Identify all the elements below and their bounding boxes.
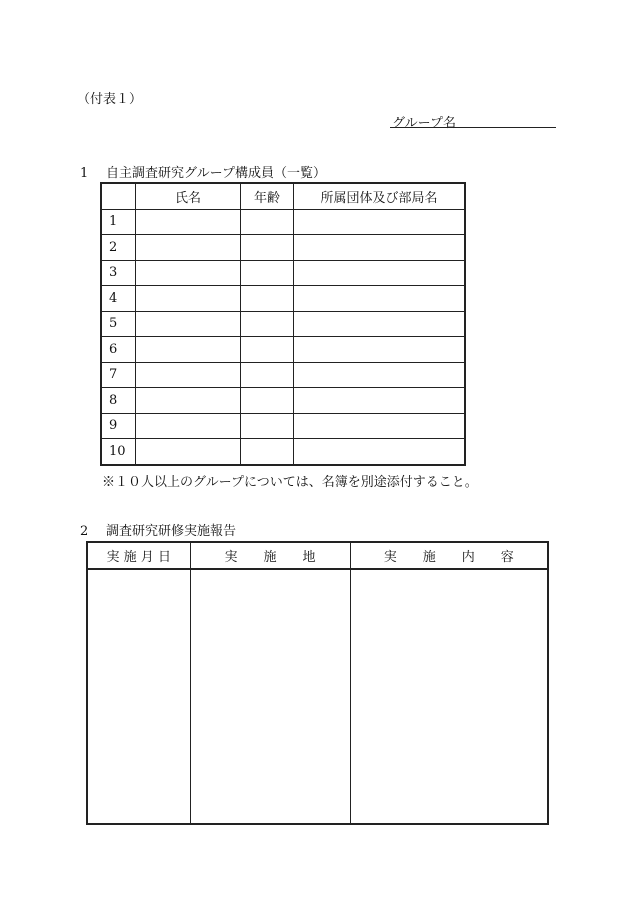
member-row [101,209,465,235]
member-age-cell[interactable] [241,413,294,439]
member-row [101,388,465,414]
member-name-cell[interactable] [136,337,241,363]
member-affiliation-cell[interactable] [294,362,466,388]
members-note: ※１０人以上のグループについては、名簿を別途添付すること。 [102,475,478,490]
member-row-number: 8 [101,388,136,414]
member-affiliation-cell[interactable] [294,413,466,439]
content-cell[interactable] [350,569,548,824]
member-age-cell[interactable] [241,311,294,337]
section2-title: 調査研究研修実施報告 [106,524,237,539]
member-affiliation-cell[interactable] [294,235,466,261]
section1-title: 自主調査研究グループ構成員（一覧） [106,166,326,181]
attachment-label: （付表１） [77,92,143,107]
member-row [101,439,465,465]
member-age-cell[interactable] [241,286,294,312]
member-affiliation-cell[interactable] [294,439,466,465]
member-name-cell[interactable] [136,286,241,312]
member-row-number: 7 [101,362,136,388]
member-name-cell[interactable] [136,235,241,261]
members-table [100,182,466,466]
header-location: 実 施 地 [190,542,350,569]
members-header-row [101,183,465,209]
location-cell[interactable] [190,569,350,824]
member-name-cell[interactable] [136,362,241,388]
member-row-number: 6 [101,337,136,363]
member-age-cell[interactable] [241,388,294,414]
header-date: 実 施 月 日 [87,542,190,569]
member-row [101,260,465,286]
member-age-cell[interactable] [241,209,294,235]
member-name-cell[interactable] [136,439,241,465]
member-row [101,286,465,312]
member-row [101,337,465,363]
member-name-cell[interactable] [136,413,241,439]
section2-heading [80,520,236,539]
report-header-row [87,542,548,569]
member-row [101,362,465,388]
member-row [101,311,465,337]
member-age-cell[interactable] [241,439,294,465]
member-age-cell[interactable] [241,337,294,363]
header-content: 実 施 内 容 [350,542,548,569]
member-age-cell[interactable] [241,235,294,261]
section1-heading [80,162,326,181]
member-row-number: 5 [101,311,136,337]
member-affiliation-cell[interactable] [294,286,466,312]
header-name: 氏名 [136,183,241,209]
member-name-cell[interactable] [136,260,241,286]
member-affiliation-cell[interactable] [294,337,466,363]
date-cell[interactable] [87,569,190,824]
member-row-number: 9 [101,413,136,439]
group-name-underline [390,127,556,128]
member-affiliation-cell[interactable] [294,260,466,286]
report-table [86,541,549,825]
member-row-number: 3 [101,260,136,286]
report-body-row [87,569,548,824]
header-number [101,183,136,209]
member-row-number: 4 [101,286,136,312]
member-row-number: 1 [101,209,136,235]
member-affiliation-cell[interactable] [294,209,466,235]
section1-number: 1 [80,166,89,181]
group-name-label: グループ名 [392,116,456,131]
member-row-number: 10 [101,439,136,465]
member-affiliation-cell[interactable] [294,388,466,414]
member-row-number: 2 [101,235,136,261]
member-row [101,413,465,439]
section2-number: 2 [80,524,89,539]
header-affiliation: 所属団体及び部局名 [294,183,466,209]
member-row [101,235,465,261]
member-age-cell[interactable] [241,260,294,286]
member-affiliation-cell[interactable] [294,311,466,337]
member-age-cell[interactable] [241,362,294,388]
member-name-cell[interactable] [136,311,241,337]
member-name-cell[interactable] [136,209,241,235]
member-name-cell[interactable] [136,388,241,414]
header-age: 年齢 [241,183,294,209]
